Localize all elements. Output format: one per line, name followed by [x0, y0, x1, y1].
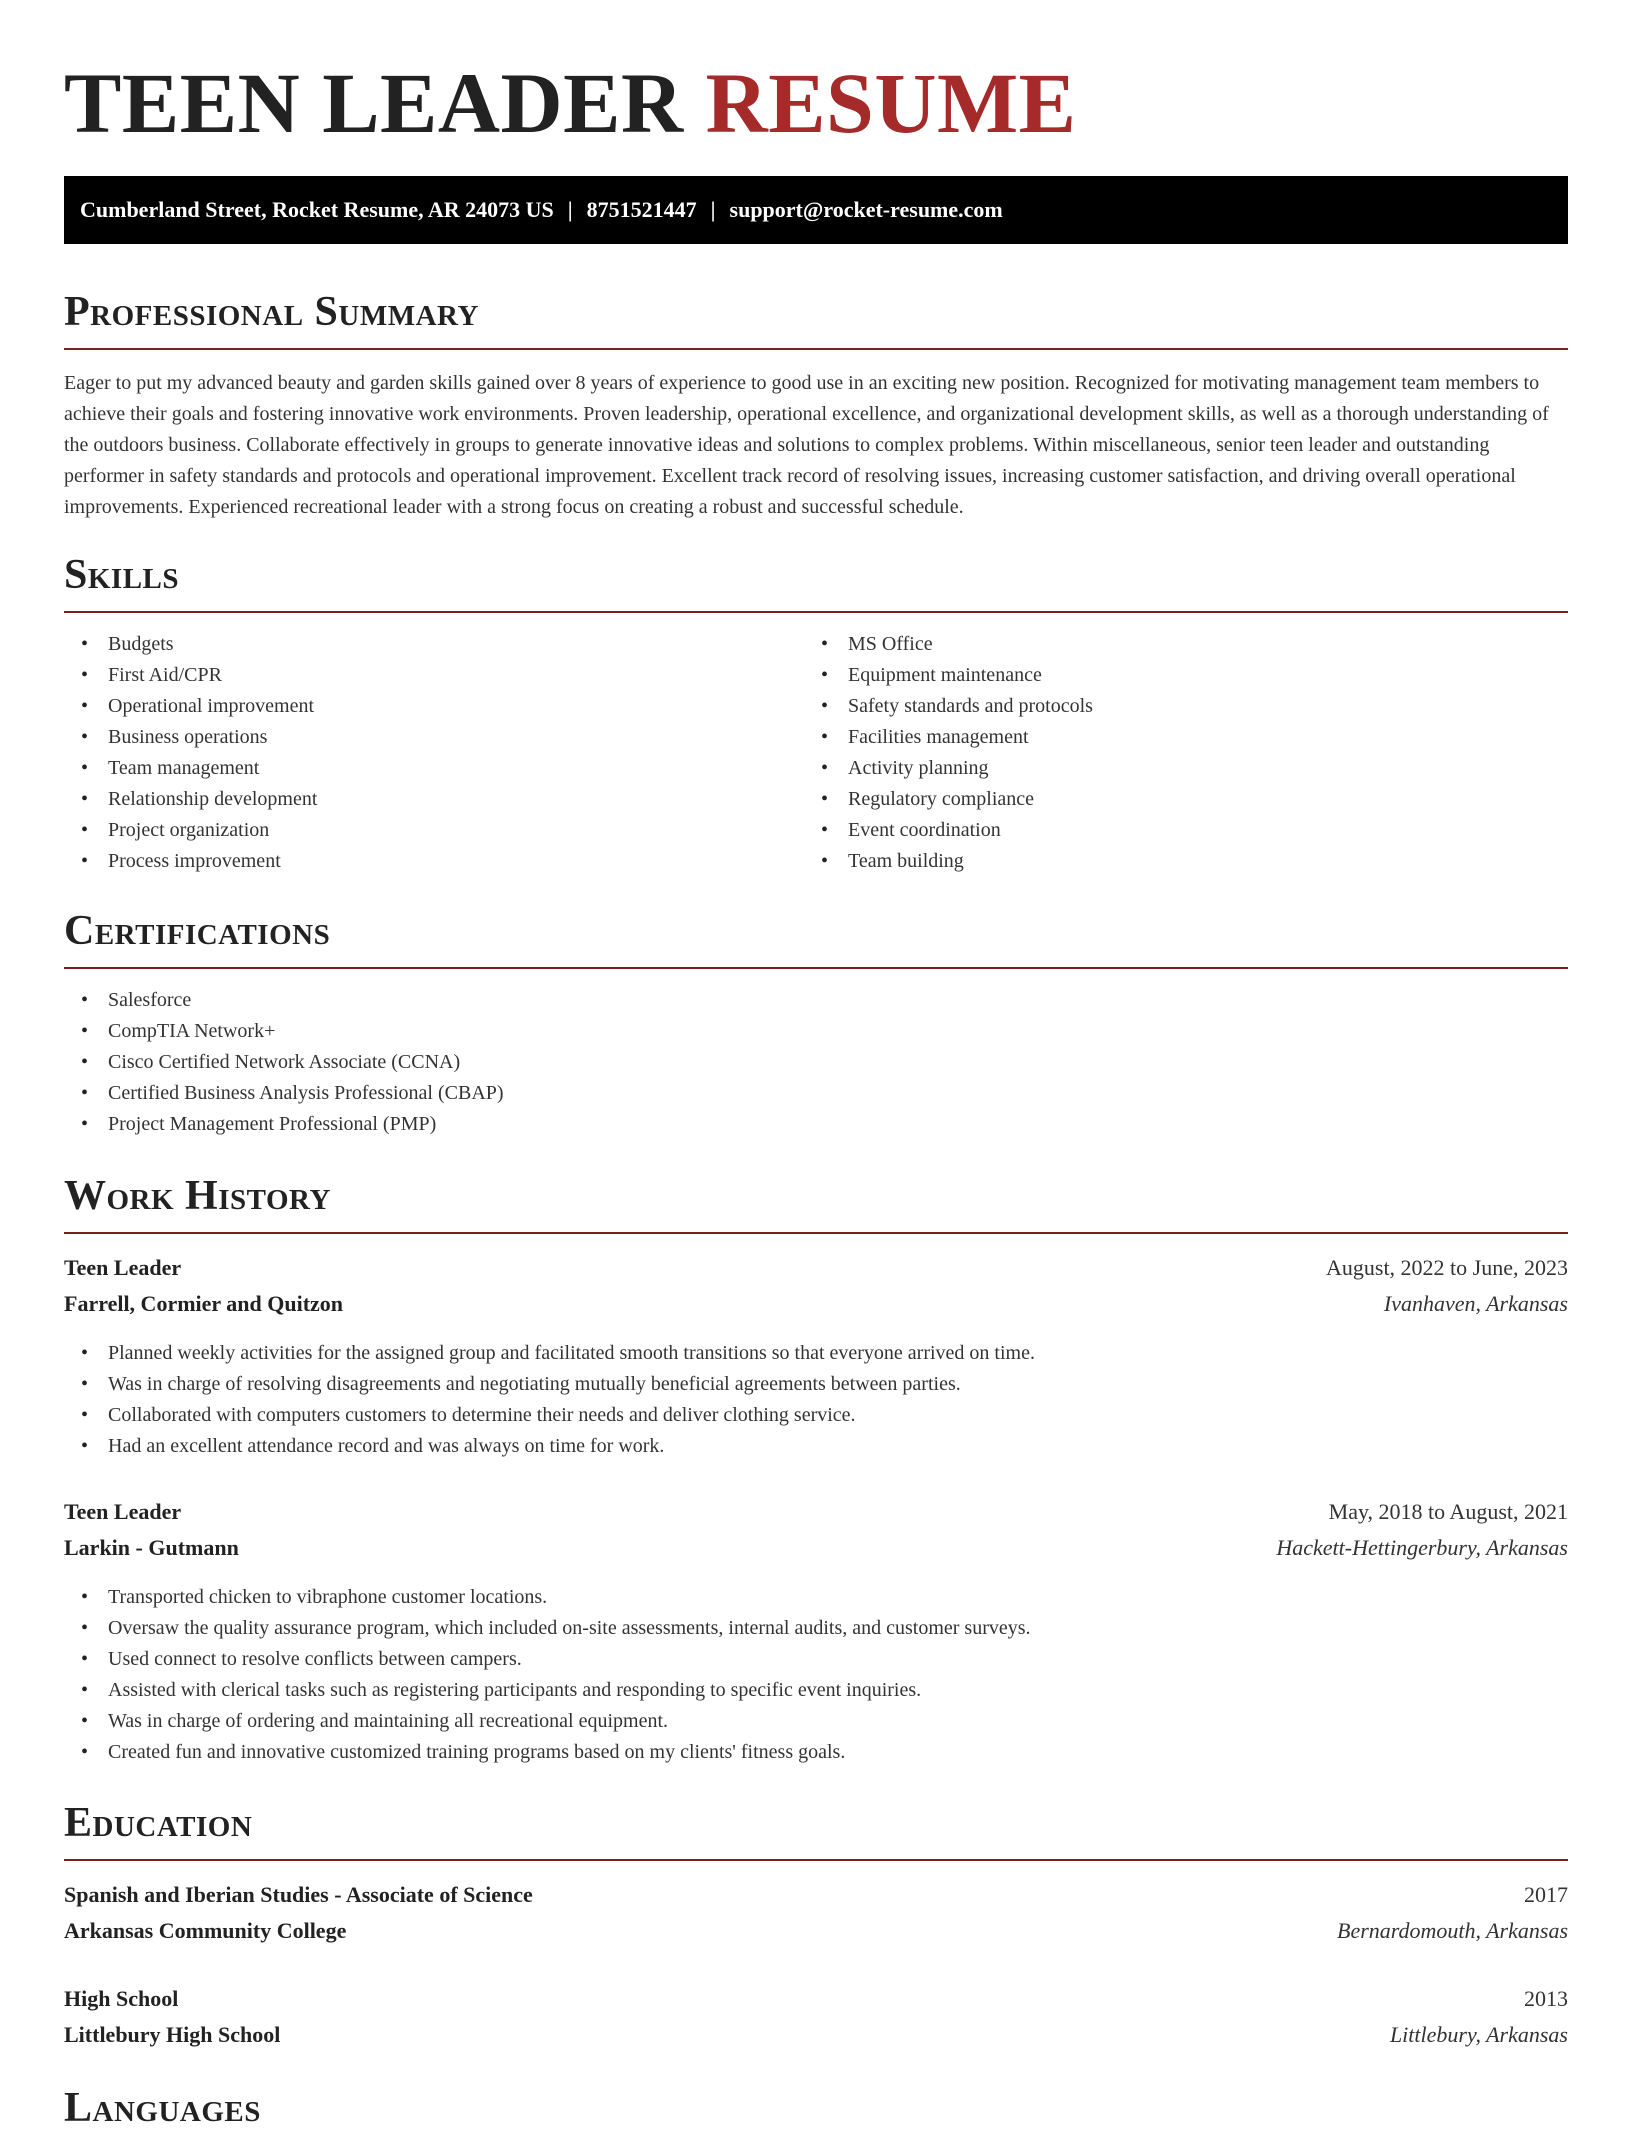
skills-right-column: [804, 613, 1544, 877]
education-section: [64, 1795, 1568, 2053]
contact-separator: |: [567, 197, 573, 222]
skill-item: • Activity planning: [848, 753, 1544, 784]
skill-item: • Safety standards and protocols: [848, 691, 1544, 722]
contact-email[interactable]: support@rocket-resume.com: [729, 197, 1003, 222]
contact-separator: |: [710, 197, 716, 222]
education-school: Arkansas Community College: [64, 1918, 347, 1943]
education-degree-row: [64, 1877, 1568, 1913]
contact-address: Cumberland Street, Rocket Resume, AR 24073 US: [80, 197, 554, 222]
job-duty: • Was in charge of resolving disagreements and negotiating mutually beneficial agreements between parties.: [108, 1369, 1568, 1400]
job-location: Ivanhaven, Arkansas: [1383, 1291, 1568, 1316]
skill-item: • Team building: [848, 846, 1544, 877]
job-company: Larkin - Gutmann: [64, 1535, 239, 1560]
education-school: Littlebury High School: [64, 2022, 281, 2047]
job-duties-list: [64, 1338, 1568, 1462]
skill-item: • Project organization: [108, 815, 804, 846]
job-duty: • Used connect to resolve conflicts between campers.: [108, 1644, 1568, 1675]
job-company-row: [64, 1530, 1568, 1566]
job-dates: May, 2018 to August, 2021: [1328, 1499, 1568, 1524]
skill-item: • Relationship development: [108, 784, 804, 815]
skill-item: • Event coordination: [848, 815, 1544, 846]
contact-bar: [64, 176, 1568, 244]
title-accent: RESUME: [705, 55, 1077, 151]
certification-item: • CompTIA Network+: [108, 1016, 1568, 1047]
skills-list-left: [64, 629, 804, 877]
job-duty: • Oversaw the quality assurance program, which included on-site assessments, internal audits, and customer surveys.: [108, 1613, 1568, 1644]
certifications-section: [64, 903, 1568, 1140]
skill-item: • Business operations: [108, 722, 804, 753]
education-year: 2013: [1524, 1986, 1568, 2011]
certification-item: • Project Management Professional (PMP): [108, 1109, 1568, 1140]
skill-item: • Facilities management: [848, 722, 1544, 753]
languages-heading: Languages: [64, 2085, 261, 2131]
job-header-row: [64, 1494, 1568, 1530]
job-title: Teen Leader: [64, 1255, 182, 1280]
summary-section: [64, 284, 1568, 523]
skill-item: • Regulatory compliance: [848, 784, 1544, 815]
section-divider: [64, 1232, 1568, 1234]
languages-section: [64, 2080, 1568, 2136]
job-duty: • Was in charge of ordering and maintaining all recreational equipment.: [108, 1706, 1568, 1737]
section-divider: [64, 348, 1568, 350]
education-school-row: [64, 2017, 1568, 2053]
education-degree-row: [64, 1981, 1568, 2017]
skills-left-column: [64, 613, 804, 877]
work-history-heading: Work History: [64, 1173, 331, 1219]
skills-columns: [64, 613, 1568, 877]
certification-item: • Certified Business Analysis Professional (CBAP): [108, 1078, 1568, 1109]
education-degree: Spanish and Iberian Studies - Associate of Science: [64, 1882, 533, 1907]
skill-item: • Operational improvement: [108, 691, 804, 722]
education-degree: High School: [64, 1986, 179, 2011]
job-company: Farrell, Cormier and Quitzon: [64, 1291, 344, 1316]
section-divider: [64, 967, 1568, 969]
education-location: Littlebury, Arkansas: [1389, 2022, 1568, 2047]
skill-item: • Budgets: [108, 629, 804, 660]
job-duty: • Created fun and innovative customized training programs based on my clients' fitness goals.: [108, 1737, 1568, 1768]
work-history-section: [64, 1168, 1568, 1768]
skills-heading: Skills: [64, 552, 180, 598]
skill-item: • MS Office: [848, 629, 1544, 660]
job-location: Hackett-Hettingerbury, Arkansas: [1276, 1535, 1568, 1560]
skills-section: [64, 547, 1568, 877]
education-entry: [64, 1877, 1568, 1949]
resume-content: [64, 0, 1568, 2131]
skill-item: • Equipment maintenance: [848, 660, 1544, 691]
certifications-heading: Certifications: [64, 908, 331, 954]
job-dates: August, 2022 to June, 2023: [1326, 1255, 1568, 1280]
education-heading: Education: [64, 1800, 253, 1846]
title-main: TEEN LEADER: [64, 55, 684, 151]
job-entry: [64, 1250, 1568, 1462]
skill-item: • Process improvement: [108, 846, 804, 877]
summary-text: Eager to put my advanced beauty and garden skills gained over 8 years of experience to good use in an exciting new position. Recognized for motivating management team members to achieve their goals and fostering innovative work environments. Proven leadership, operational excellence, and organizational development skills, as well as a thorough understanding of the outdoors business. Collaborate effectively in groups to generate innovative ideas and solutions to complex problems. Within miscellaneous, senior teen leader and outstanding performer in safety standards and protocols and operational improvement. Excellent track record of resolving issues, increasing customer satisfaction, and driving overall operational improvements. Experienced recreational leader with a strong focus on creating a robust and successful schedule.: [64, 372, 1549, 518]
certification-item: • Cisco Certified Network Associate (CCNA): [108, 1047, 1568, 1078]
job-duty: • Had an excellent attendance record and was always on time for work.: [108, 1431, 1568, 1462]
education-school-row: [64, 1913, 1568, 1949]
job-duty: • Transported chicken to vibraphone customer locations.: [108, 1582, 1568, 1613]
skill-item: • First Aid/CPR: [108, 660, 804, 691]
job-header-row: [64, 1250, 1568, 1286]
section-divider: [64, 1859, 1568, 1861]
education-entry: [64, 1981, 1568, 2053]
job-duty: • Assisted with clerical tasks such as registering participants and responding to specific event inquiries.: [108, 1675, 1568, 1706]
job-duty: • Collaborated with computers customers to determine their needs and deliver clothing service.: [108, 1400, 1568, 1431]
job-company-row: [64, 1286, 1568, 1322]
contact-phone: 8751521447: [586, 197, 697, 222]
summary-heading: Professional Summary: [64, 289, 479, 335]
education-location: Bernardomouth, Arkansas: [1337, 1918, 1568, 1943]
certification-item: • Salesforce: [108, 985, 1568, 1016]
certifications-list: [64, 985, 1568, 1140]
job-title: Teen Leader: [64, 1499, 182, 1524]
education-year: 2017: [1524, 1882, 1568, 1907]
job-duty: • Planned weekly activities for the assigned group and facilitated smooth transitions so that everyone arrived on time.: [108, 1338, 1568, 1369]
job-duties-list: [64, 1582, 1568, 1768]
job-entry: [64, 1494, 1568, 1768]
skill-item: • Team management: [108, 753, 804, 784]
skills-list-right: [804, 629, 1544, 877]
resume-title: [64, 0, 1568, 168]
